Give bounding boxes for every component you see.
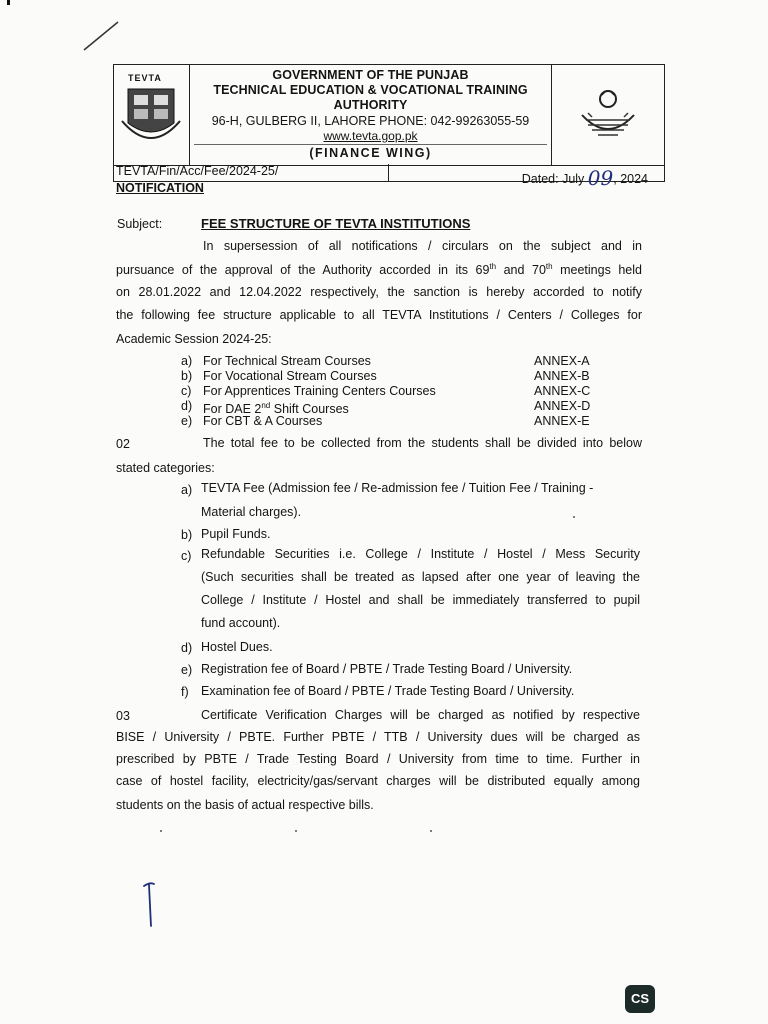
signature-mark — [140, 880, 164, 930]
category-letter: e) — [181, 663, 193, 677]
category-text: Material charges). — [201, 505, 302, 519]
pen-stroke-mark — [82, 20, 122, 52]
address: 96-H, GULBERG II, LAHORE PHONE: 042-99263055-59 — [211, 114, 530, 128]
para1-line-3: on 28.01.2022 and 12.04.2022 respectively, the sanction is hereby accorded to notify — [116, 285, 642, 299]
subject-title: FEE STRUCTURE OF TEVTA INSTITUTIONS — [201, 216, 471, 231]
dated-label: Dated: July — [521, 172, 585, 186]
govt-title: GOVERNMENT OF THE PUNJAB — [272, 68, 469, 82]
category-text: Refundable Securities i.e. College / Institute / Hostel / Mess Security — [201, 547, 640, 561]
para2-line-2: stated categories: — [116, 461, 215, 475]
website-link[interactable]: www.tevta.gop.pk — [323, 129, 418, 143]
letterhead — [113, 64, 665, 166]
para3-line-2: BISE / University / PBTE. Further PBTE / TTB / University dues will be charged as — [116, 730, 640, 744]
para3-line-1: Certificate Verification Charges will be charged as notified by respective — [201, 708, 640, 722]
punjab-logo — [551, 65, 664, 165]
para1-line-4: the following fee structure applicable to all TEVTA Institutions / Centers / Colleges for — [116, 308, 642, 322]
category-letter: a) — [181, 483, 193, 497]
para3-line-5: students on the basis of actual respective bills. — [116, 798, 374, 812]
camscanner-badge: CS — [625, 985, 655, 1013]
reference-number: TEVTA/Fin/Acc/Fee/2024-25/ — [116, 164, 279, 178]
category-text: College / Institute / Hostel and shall be immediately transferred to pupil — [201, 593, 640, 607]
authority-title-1: TECHNICAL EDUCATION & VOCATIONAL TRAINING — [213, 83, 528, 97]
handwritten-day: 09 — [587, 166, 614, 190]
category-text: Pupil Funds. — [201, 527, 271, 541]
annex-desc: For Apprentices Training Centers Courses — [203, 384, 436, 398]
para1-line-5: Academic Session 2024-25: — [116, 332, 272, 346]
category-letter: d) — [181, 641, 193, 655]
annex-ref: ANNEX-D — [534, 399, 591, 413]
annex-ref: ANNEX-B — [534, 369, 590, 383]
annex-letter: a) — [181, 354, 193, 368]
letterhead-text — [190, 65, 551, 165]
annex-ref: ANNEX-C — [534, 384, 591, 398]
category-letter: c) — [181, 549, 192, 563]
authority-title-2: AUTHORITY — [333, 98, 408, 112]
ink-mark — [7, 0, 10, 5]
paper-speck — [573, 516, 575, 518]
category-text: (Such securities shall be treated as lapsed after one year of leaving the — [201, 570, 640, 584]
subject-label: Subject: — [117, 217, 163, 231]
para1-line-1: In supersession of all notifications / circulars on the subject and in — [203, 239, 642, 253]
dated-year: 2024 — [620, 172, 648, 186]
para2-number: 02 — [116, 437, 130, 451]
category-letter: b) — [181, 528, 193, 542]
category-letter: f) — [181, 685, 189, 699]
annex-letter: c) — [181, 384, 192, 398]
notification-heading: NOTIFICATION — [116, 181, 204, 195]
para2-line-1: The total fee to be collected from the students shall be divided into below — [203, 436, 642, 450]
annex-letter: b) — [181, 369, 193, 383]
annex-desc: For Vocational Stream Courses — [203, 369, 377, 383]
paper-speck — [430, 830, 432, 832]
para3-number: 03 — [116, 709, 130, 723]
annex-desc: For DAE 2nd Shift Courses — [203, 401, 349, 417]
tevta-logo — [114, 65, 190, 165]
annex-desc: For Technical Stream Courses — [203, 354, 371, 368]
punjab-emblem-icon — [552, 65, 664, 165]
category-text: fund account). — [201, 616, 281, 630]
paper-speck — [295, 830, 297, 832]
category-text: TEVTA Fee (Admission fee / Re-admission fee / Tuition Fee / Training - — [201, 481, 594, 495]
finance-wing: (FINANCE WING) — [194, 144, 547, 161]
annex-desc: For CBT & A Courses — [203, 414, 323, 428]
annex-letter: e) — [181, 414, 193, 428]
category-text: Examination fee of Board / PBTE / Trade Testing Board / University. — [201, 684, 575, 698]
annex-letter: d) — [181, 399, 193, 413]
para1-line-2: pursuance of the approval of the Authority accorded in its 69th and 70th meetings held — [116, 262, 642, 278]
paper-speck — [160, 830, 162, 832]
reference-divider — [388, 164, 389, 182]
category-text: Registration fee of Board / PBTE / Trade Testing Board / University. — [201, 662, 573, 676]
date-field: Dated: July 09, 2024 — [521, 166, 648, 190]
tevta-logo-label: TEVTA — [128, 73, 162, 83]
para3-line-3: prescribed by PBTE / Trade Testing Board / University from time to time. Further in — [116, 752, 640, 766]
category-text: Hostel Dues. — [201, 640, 273, 654]
para3-line-4: case of hostel facility, electricity/gas/servant charges will be distributed equally among — [116, 774, 640, 788]
annex-ref: ANNEX-E — [534, 414, 590, 428]
annex-ref: ANNEX-A — [534, 354, 590, 368]
